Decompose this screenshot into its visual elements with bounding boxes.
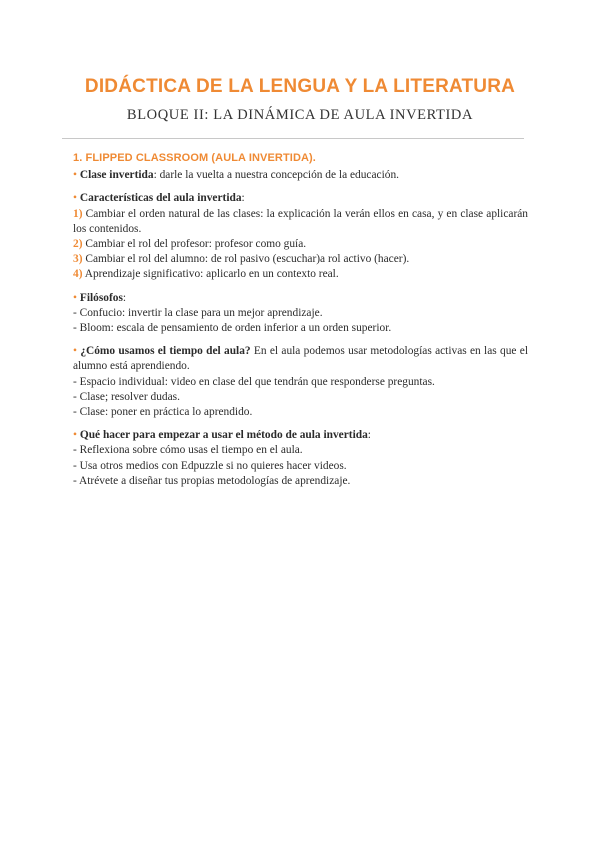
clase-invertida-term: Clase invertida (79, 169, 154, 182)
filosofos-block (73, 291, 528, 337)
item-number: 4) (73, 268, 83, 281)
clase-invertida-block (73, 168, 528, 183)
section-heading: 1. FLIPPED CLASSROOM (AULA INVERTIDA). (73, 152, 316, 164)
list-item: - Clase; resolver dudas. (73, 390, 180, 403)
document-subtitle: BLOQUE II: LA DINÁMICA DE AULA INVERTIDA (126, 107, 474, 123)
empezar-term: Qué hacer para empezar a usar el método de aula invertida (79, 429, 368, 442)
empezar-heading-line (73, 428, 528, 443)
bullet-icon: • (73, 192, 77, 205)
clase-invertida-line (73, 168, 528, 183)
divider (62, 138, 524, 139)
list-item: - Confucio: invertir la clase para un mejor aprendizaje. (73, 306, 323, 319)
tiempo-term: ¿Cómo usamos el tiempo del aula? (80, 345, 251, 358)
list-item: - Atrévete a diseñar tus propias metodologías de aprendizaje. (73, 474, 351, 487)
list-item: - Clase: poner en práctica lo aprendido. (73, 406, 253, 419)
caracteristica-item (73, 252, 528, 267)
bullet-icon: • (73, 291, 77, 304)
filosofos-colon: : (122, 291, 127, 304)
list-item: - Reflexiona sobre cómo usas el tiempo en el aula. (73, 444, 303, 457)
bullet-icon: • (73, 345, 77, 358)
caracteristicas-heading-line (73, 191, 528, 206)
tiempo-block (73, 344, 528, 420)
tiempo-text: En el aula podemos usar metodologías activas en las que el alumno está aprendiendo. (73, 345, 528, 373)
list-item: - Usa otros medios con Edpuzzle si no quieres hacer videos. (73, 459, 347, 472)
item-text: Cambiar el rol del profesor: profesor como guía. (82, 238, 307, 251)
empezar-colon: : (367, 429, 371, 442)
item-text: Cambiar el orden natural de las clases: la explicación la verán ellos en casa, y en clase aplicarán los contenidos. (73, 207, 528, 235)
caracteristica-item (73, 237, 528, 252)
document-body (73, 151, 528, 497)
bullet-icon: • (73, 169, 77, 182)
item-number: 1) (73, 207, 83, 220)
caracteristicas-colon: : (241, 192, 245, 205)
empezar-block (73, 428, 528, 489)
list-item: - Bloom: escala de pensamiento de orden inferior a un orden superior. (73, 322, 392, 335)
caracteristicas-term: Características del aula invertida (79, 192, 242, 205)
tiempo-heading-line (73, 344, 528, 374)
item-text: Aprendizaje significativo: aplicarlo en un contexto real. (82, 268, 339, 281)
list-item: - Espacio individual: video en clase del que tendrán que responderse preguntas. (73, 375, 435, 388)
document-title: DIDÁCTICA DE LA LENGUA Y LA LITERATURA (84, 76, 516, 97)
bullet-icon: • (73, 429, 77, 442)
filosofos-heading-line (73, 291, 528, 306)
item-number: 3) (73, 253, 83, 266)
caracteristica-item (73, 207, 528, 237)
clase-invertida-text: : darle la vuelta a nuestra concepción de la educación. (153, 169, 399, 182)
caracteristicas-block (73, 191, 528, 282)
item-text: Cambiar el rol del alumno: de rol pasivo (escuchar)a rol activo (hacer). (82, 253, 410, 266)
caracteristica-item (73, 267, 528, 282)
item-number: 2) (73, 238, 83, 251)
filosofos-term: Filósofos (79, 291, 123, 304)
